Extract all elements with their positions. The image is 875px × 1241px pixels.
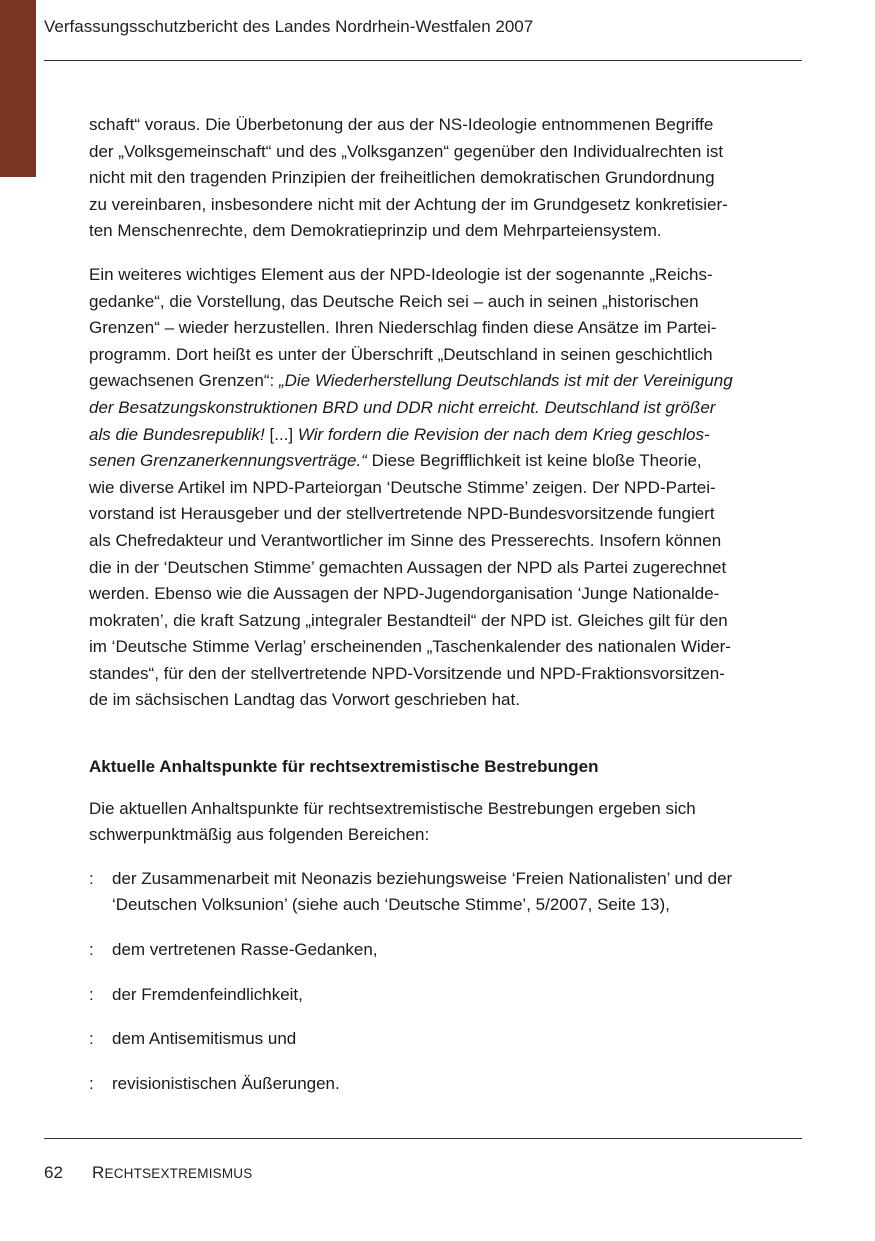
text-line: der Zusammenarbeit mit Neonazis beziehungsweise ‘Freien Nationalisten’ und der bbox=[112, 868, 733, 888]
text-line: Die aktuellen Anhaltspunkte für rechtsextremistische Bestrebungen ergeben sich bbox=[89, 798, 696, 818]
text-line: vorstand ist Herausgeber und der stellvertretende NPD-Bundesvorsitzende fungiert bbox=[89, 504, 715, 524]
text-line: revisionistischen Äußerungen. bbox=[112, 1073, 340, 1093]
list-item bbox=[89, 1071, 801, 1098]
text-line: schaft“ voraus. Die Überbetonung der aus der NS-Ideologie entnommenen Begriffe bbox=[89, 115, 714, 134]
page-footer bbox=[44, 1163, 252, 1183]
text-line: programm. Dort heißt es unter der Überschrift „Deutschland in seinen geschichtlich bbox=[89, 344, 713, 364]
text-line: werden. Ebenso wie die Aussagen der NPD-Jugendorganisation ‘Junge Nationalde- bbox=[89, 584, 720, 604]
text-line: im ‘Deutsche Stimme Verlag’ erscheinenden „Taschenkalender des nationalen Wider- bbox=[89, 637, 731, 657]
text-line: Grenzen“ – wieder herzustellen. Ihren Niederschlag finden diese Ansätze im Partei- bbox=[89, 318, 717, 338]
chapter-color-tab bbox=[0, 0, 36, 177]
main-content bbox=[89, 112, 801, 1115]
plain-text: [...] bbox=[264, 424, 298, 444]
quote-text: als die Bundesrepublik! bbox=[89, 424, 265, 444]
section-name-rest: ECHTSEXTREMISMUS bbox=[104, 1166, 253, 1181]
text-line: zu vereinbaren, insbesondere nicht mit der Achtung der im Grundgesetz konkretisier- bbox=[89, 194, 728, 214]
text-line: nicht mit den tragenden Prinzipien der freiheitlichen demokratischen Grundordnung bbox=[89, 168, 715, 188]
text-line: ten Menschenrechte, dem Demokratieprinzip und dem Mehrparteiensystem. bbox=[89, 221, 662, 241]
text-line: die in der ‘Deutschen Stimme’ gemachten Aussagen der NPD als Partei zugerechnet bbox=[89, 557, 727, 577]
quote-text: Wir fordern die Revision der nach dem Krieg geschlos- bbox=[297, 424, 710, 444]
quote-text: der Besatzungskonstruktionen BRD und DDR nicht erreicht. Deutschland ist größer bbox=[89, 397, 716, 417]
text-line bbox=[89, 448, 801, 475]
text-line bbox=[89, 395, 801, 422]
bullet-marker: : bbox=[89, 1029, 94, 1049]
text-line: der Fremdenfeindlichkeit, bbox=[112, 984, 303, 1004]
section-name bbox=[92, 1163, 253, 1182]
anhaltspunkte-list bbox=[89, 866, 801, 1098]
list-item bbox=[89, 937, 801, 964]
list-item bbox=[89, 982, 801, 1009]
text-line: standes“, für den der stellvertretende NPD-Vorsitzende und NPD-Fraktionsvorsitzen- bbox=[89, 663, 725, 683]
header-divider bbox=[44, 60, 802, 61]
section-name-initial: R bbox=[92, 1163, 105, 1182]
text-line bbox=[89, 422, 801, 449]
text-line: der „Volksgemeinschaft“ und des „Volksganzen“ gegenüber den Individualrechten ist bbox=[89, 141, 724, 161]
section-heading: Aktuelle Anhaltspunkte für rechtsextremistische Bestrebungen bbox=[89, 757, 599, 777]
bullet-marker: : bbox=[89, 984, 94, 1004]
plain-text: Diese Begrifflichkeit ist keine bloße Theorie, bbox=[366, 451, 702, 471]
bullet-marker: : bbox=[89, 1073, 94, 1093]
paragraph-2 bbox=[89, 262, 801, 714]
text-line: de im sächsischen Landtag das Vorwort geschrieben hat. bbox=[89, 690, 520, 710]
paragraph-1 bbox=[89, 112, 801, 245]
text-line: gedanke“, die Vorstellung, das Deutsche Reich sei – auch in seinen „historischen bbox=[89, 291, 699, 311]
bullet-marker: : bbox=[89, 868, 94, 888]
text-line bbox=[89, 368, 801, 395]
section-intro bbox=[89, 796, 801, 849]
text-line: Ein weiteres wichtiges Element aus der NPD-Ideologie ist der sogenannte „Reichs- bbox=[89, 264, 713, 284]
bullet-marker: : bbox=[89, 940, 94, 960]
text-line: dem Antisemitismus und bbox=[112, 1029, 297, 1049]
list-item bbox=[89, 1026, 801, 1053]
quote-text: senen Grenzanerkennungsverträge.“ bbox=[89, 451, 367, 471]
text-line: dem vertretenen Rasse-Gedanken, bbox=[112, 940, 378, 960]
text-line: schwerpunktmäßig aus folgenden Bereichen: bbox=[89, 825, 430, 845]
quote-text: „Die Wiederherstellung Deutschlands ist mit der Vereinigung bbox=[278, 371, 733, 391]
page-header-title: Verfassungsschutzbericht des Landes Nordrhein-Westfalen 2007 bbox=[44, 17, 534, 36]
list-item bbox=[89, 866, 801, 919]
plain-text: gewachsenen Grenzen“: bbox=[89, 371, 279, 391]
footer-divider bbox=[44, 1138, 802, 1139]
text-line: als Chefredakteur und Verantwortlicher im Sinne des Presserechts. Insofern können bbox=[89, 530, 722, 550]
text-line: mokraten’, die kraft Satzung „integraler Bestandteil“ der NPD ist. Gleiches gilt für den bbox=[89, 610, 728, 630]
page-number: 62 bbox=[44, 1163, 63, 1182]
text-line: wie diverse Artikel im NPD-Parteiorgan ‘Deutsche Stimme’ zeigen. Der NPD-Partei- bbox=[89, 477, 716, 497]
text-line: ‘Deutschen Volksunion’ (siehe auch ‘Deutsche Stimme’, 5/2007, Seite 13), bbox=[112, 895, 670, 915]
